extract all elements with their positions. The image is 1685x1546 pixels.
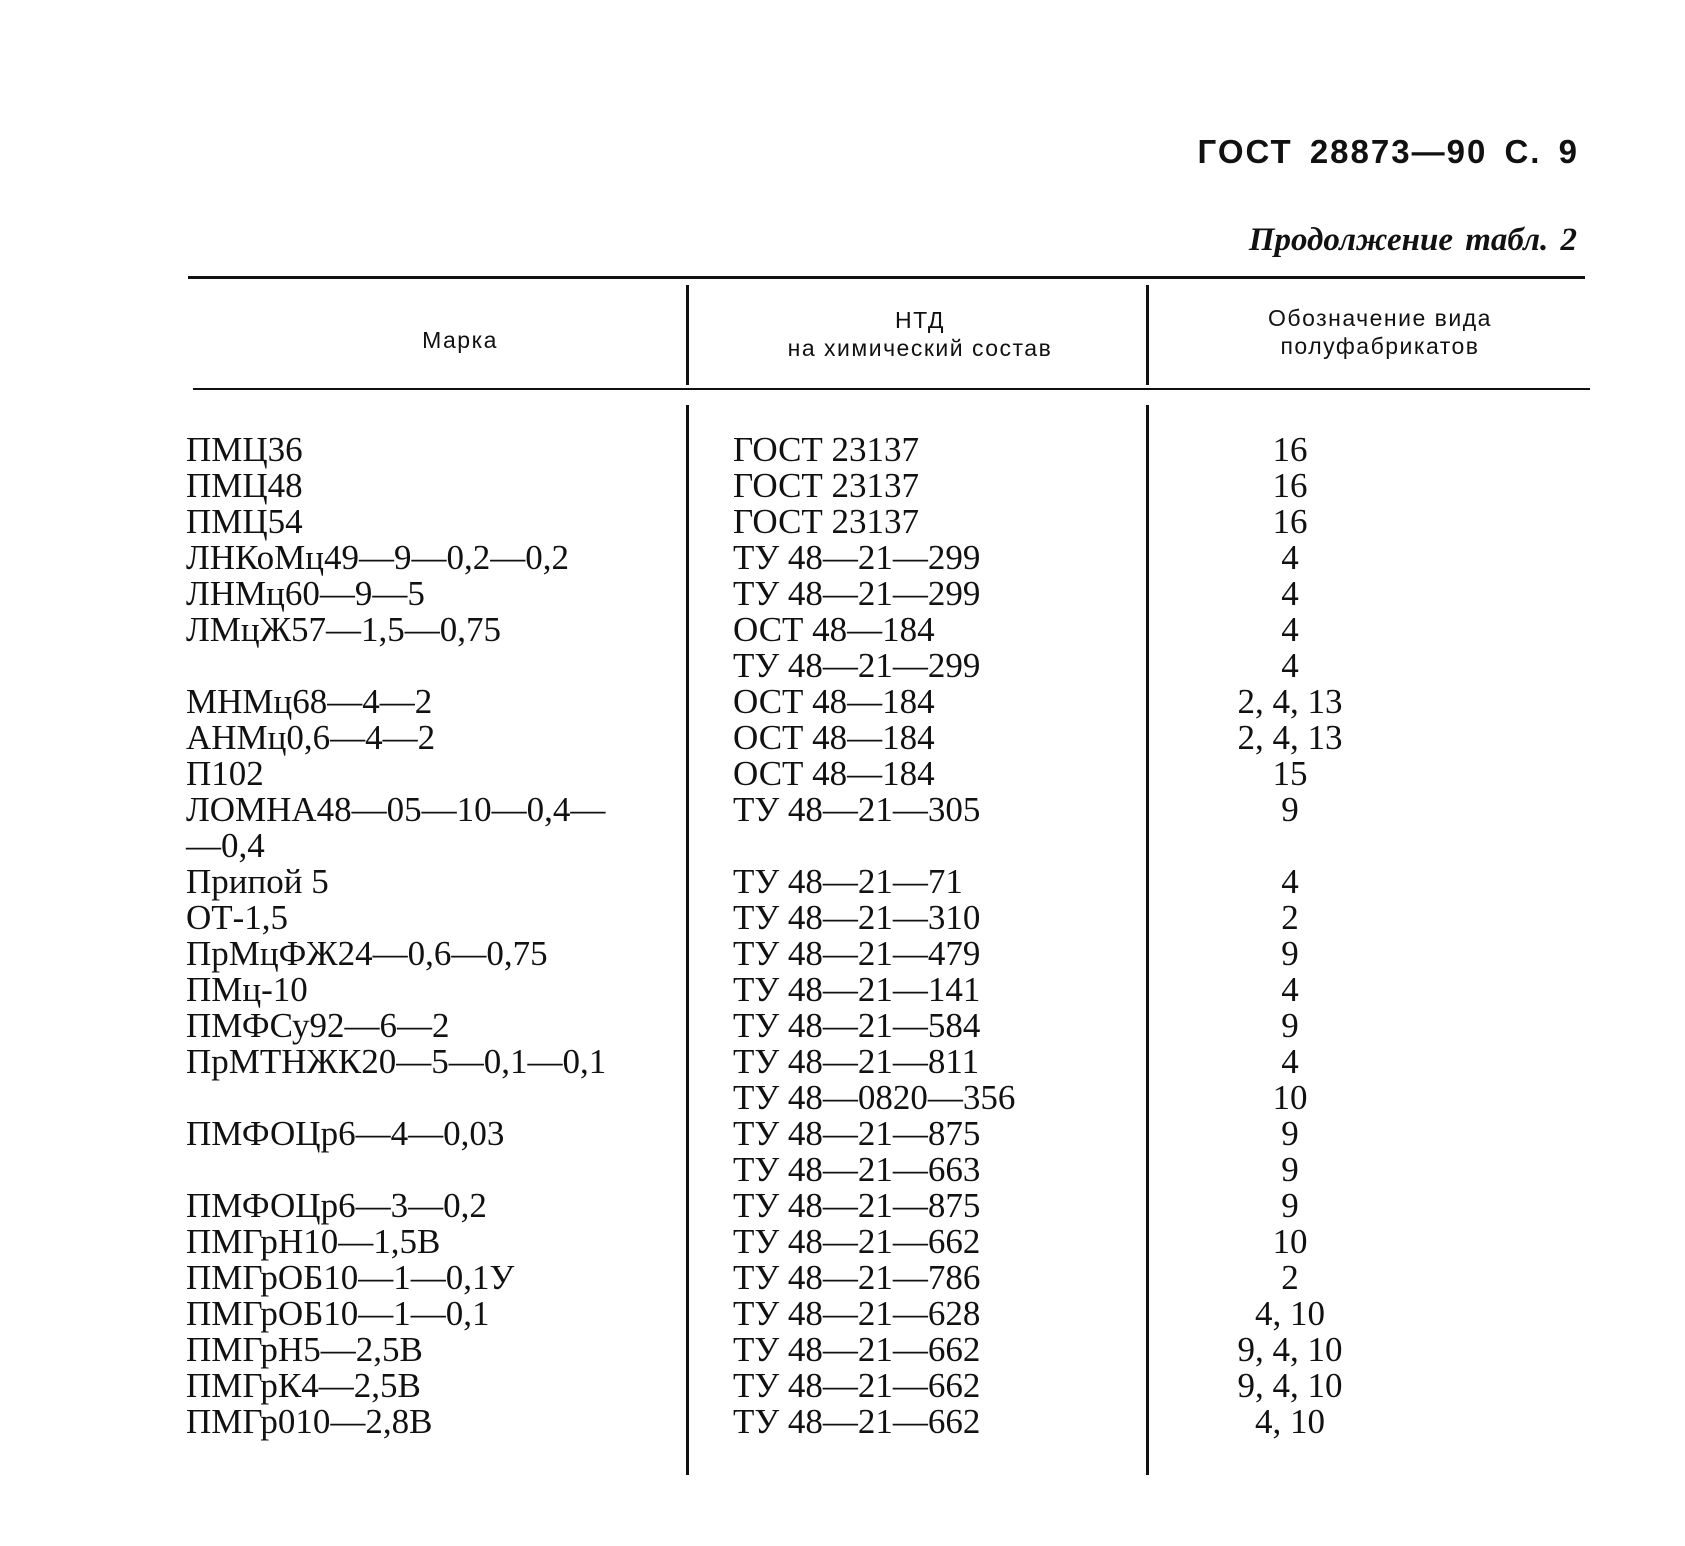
- mark-cell: ЛМцЖ57—1,5—0,75: [186, 610, 501, 649]
- ntd-cell: ТУ 48—21—663: [733, 1150, 981, 1189]
- column-header-code-line2: полуфабрикатов: [1280, 333, 1480, 359]
- mark-cell: ПМФСу92—6—2: [186, 1006, 450, 1045]
- mark-cell: ПМЦ54: [186, 502, 303, 541]
- table-row: [0, 1404, 1685, 1440]
- table-row: [0, 1044, 1685, 1080]
- code-cell: 2: [1281, 1258, 1299, 1297]
- table-continuation-label: Продолжение табл. 2: [1248, 222, 1577, 258]
- table-row: [0, 1188, 1685, 1224]
- table-row: [0, 900, 1685, 936]
- code-cell: 4: [1281, 862, 1299, 901]
- ntd-cell: ОСТ 48—184: [733, 754, 935, 793]
- table-row: [0, 1332, 1685, 1368]
- code-cell: 9: [1281, 1006, 1299, 1045]
- mark-cell: ПрМцФЖ24—0,6—0,75: [186, 934, 548, 973]
- code-cell: 16: [1272, 430, 1308, 469]
- table-row: [0, 1296, 1685, 1332]
- ntd-cell: ТУ 48—21—662: [733, 1402, 981, 1441]
- mark-cell: ПМЦ36: [186, 430, 303, 469]
- ntd-cell: ТУ 48—21—811: [733, 1042, 980, 1081]
- table-row: [0, 792, 1685, 864]
- code-cell: 10: [1272, 1078, 1308, 1117]
- code-cell: 9, 4, 10: [1237, 1366, 1343, 1405]
- code-cell: 9: [1281, 1150, 1299, 1189]
- code-cell: 15: [1272, 754, 1308, 793]
- table-row: [0, 1116, 1685, 1152]
- ntd-cell: ТУ 48—21—141: [733, 970, 981, 1009]
- table-body: [0, 432, 1685, 1440]
- ntd-cell: ТУ 48—21—299: [733, 646, 981, 685]
- mark-cell: АНМц0,6—4—2: [186, 718, 436, 757]
- mark-cell: ПМц-10: [186, 970, 308, 1009]
- ntd-cell: ТУ 48—21—310: [733, 898, 981, 937]
- column-header-mark: [330, 326, 590, 354]
- ntd-cell: ГОСТ 23137: [733, 466, 920, 505]
- table-row: [0, 1368, 1685, 1404]
- ntd-cell: ТУ 48—21—786: [733, 1258, 981, 1297]
- column-header-mark-text: Марка: [422, 327, 498, 353]
- ntd-cell: ТУ 48—21—479: [733, 934, 981, 973]
- table-row: [0, 1080, 1685, 1116]
- column-divider-1: [686, 285, 689, 385]
- ntd-cell: ТУ 48—0820—356: [733, 1078, 1016, 1117]
- table-row: [0, 504, 1685, 540]
- ntd-cell: ОСТ 48—184: [733, 610, 935, 649]
- ntd-cell: ТУ 48—21—875: [733, 1114, 981, 1153]
- column-header-ntd-line1: НТД: [895, 307, 945, 333]
- mark-cell: ЛНКоМц49—9—0,2—0,2: [186, 538, 569, 577]
- table-row: [0, 648, 1685, 684]
- mark-cell: ЛНМц60—9—5: [186, 574, 425, 613]
- ntd-cell: ГОСТ 23137: [733, 430, 920, 469]
- mark-cell: ПМГрН5—2,5В: [186, 1330, 423, 1369]
- mark-cell: МНМц68—4—2: [186, 682, 433, 721]
- mark-cell: ПМФОЦр6—4—0,03: [186, 1114, 505, 1153]
- table-row: [0, 468, 1685, 504]
- table-row: [0, 684, 1685, 720]
- code-cell: 9: [1281, 1114, 1299, 1153]
- ntd-cell: ТУ 48—21—305: [733, 790, 981, 829]
- table-row: [0, 1260, 1685, 1296]
- mark-cell: ПМГрН10—1,5В: [186, 1222, 441, 1261]
- mark-cell: ПМГрОБ10—1—0,1У: [186, 1258, 515, 1297]
- table-row: [0, 1008, 1685, 1044]
- ntd-cell: ТУ 48—21—662: [733, 1330, 981, 1369]
- table-row: [0, 1224, 1685, 1260]
- mark-cell: Припой 5: [186, 862, 329, 901]
- code-cell: 2, 4, 13: [1237, 682, 1343, 721]
- table-row: [0, 1152, 1685, 1188]
- mark-cell: ПМГр010—2,8В: [186, 1402, 433, 1441]
- table-header-rule: [193, 388, 1590, 390]
- ntd-cell: ТУ 48—21—875: [733, 1186, 981, 1225]
- ntd-cell: ГОСТ 23137: [733, 502, 920, 541]
- ntd-cell: ТУ 48—21—299: [733, 574, 981, 613]
- code-cell: 4: [1281, 970, 1299, 1009]
- code-cell: 9: [1281, 790, 1299, 829]
- code-cell: 16: [1272, 466, 1308, 505]
- ntd-cell: ОСТ 48—184: [733, 718, 935, 757]
- ntd-cell: ТУ 48—21—71: [733, 862, 963, 901]
- code-cell: 9, 4, 10: [1237, 1330, 1343, 1369]
- column-header-code-line1: Обозначение вида: [1268, 305, 1492, 331]
- code-cell: 4: [1281, 574, 1299, 613]
- code-cell: 9: [1281, 1186, 1299, 1225]
- mark-cell: ПМГрОБ10—1—0,1: [186, 1294, 490, 1333]
- mark-cell: ПрМТНЖК20—5—0,1—0,1: [186, 1042, 607, 1081]
- code-cell: 4, 10: [1255, 1402, 1325, 1441]
- table-row: [0, 972, 1685, 1008]
- column-header-ntd: [700, 306, 1140, 362]
- mark-cell: ПМГрК4—2,5В: [186, 1366, 421, 1405]
- mark-cell: ОТ-1,5: [186, 898, 289, 937]
- code-cell: 16: [1272, 502, 1308, 541]
- column-header-ntd-line2: на химический состав: [787, 335, 1053, 361]
- table-row: [0, 576, 1685, 612]
- table-row: [0, 612, 1685, 648]
- page-header: ГОСТ 28873—90 С. 9: [1197, 133, 1579, 170]
- table-row: [0, 432, 1685, 468]
- code-cell: 2, 4, 13: [1237, 718, 1343, 757]
- ntd-cell: ТУ 48—21—299: [733, 538, 981, 577]
- code-cell: 2: [1281, 898, 1299, 937]
- ntd-cell: ТУ 48—21—584: [733, 1006, 981, 1045]
- ntd-cell: ТУ 48—21—662: [733, 1222, 981, 1261]
- code-cell: 4: [1281, 610, 1299, 649]
- code-cell: 4, 10: [1255, 1294, 1325, 1333]
- code-cell: 10: [1272, 1222, 1308, 1261]
- code-cell: 4: [1281, 646, 1299, 685]
- column-header-code: [1180, 304, 1580, 360]
- table-row: [0, 540, 1685, 576]
- table-top-rule: [188, 276, 1585, 279]
- ntd-cell: ОСТ 48—184: [733, 682, 935, 721]
- mark-cell: ЛОМНА48—05—10—0,4— —0,4: [186, 790, 606, 865]
- code-cell: 9: [1281, 934, 1299, 973]
- table-row: [0, 720, 1685, 756]
- table-row: [0, 756, 1685, 792]
- ntd-cell: ТУ 48—21—628: [733, 1294, 981, 1333]
- mark-cell: ПМЦ48: [186, 466, 303, 505]
- code-cell: 4: [1281, 1042, 1299, 1081]
- table-row: [0, 936, 1685, 972]
- table-row: [0, 864, 1685, 900]
- mark-cell: П102: [186, 754, 264, 793]
- ntd-cell: ТУ 48—21—662: [733, 1366, 981, 1405]
- column-divider-2: [1146, 285, 1149, 385]
- mark-cell: ПМФОЦр6—3—0,2: [186, 1186, 487, 1225]
- code-cell: 4: [1281, 538, 1299, 577]
